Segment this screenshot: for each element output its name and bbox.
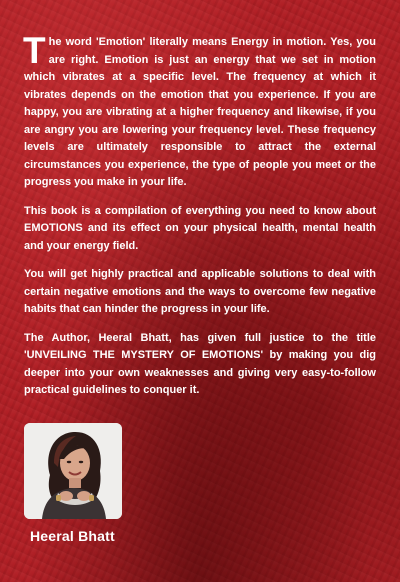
blurb-paragraph-1-text: he word 'Emotion' literally means Energy in motion. Yes, you are right. Emotion is just an energy that we set in motion which vibrates at a specific level. The frequency at which it vibrates depends on the emotion that you experience. If you are happy, you are vibrating at a higher frequency and likewise, if you are angry you are lowering your frequency level. These frequency levels are ultimately responsible to attract the external circumstances you experience, the type of people you meet or the progress you make in your life.: [24, 36, 376, 188]
back-cover-blurb: [23, 30, 376, 411]
blurb-paragraph-4: The Author, Heeral Bhatt, has given full justice to the title 'UNVEILING THE MYSTERY OF EMOTIONS' by making you dig deeper into your own weaknesses and giving very easy-to-follow practical guidelines to conquer it.: [24, 331, 376, 396]
blurb-paragraph-3: You will get highly practical and applicable solutions to deal with certain negative emotions and the ways to overcome few negative habits that can hinder the progress in your life.: [24, 268, 376, 315]
drop-cap-letter: T: [23, 30, 46, 71]
author-photo: [24, 423, 122, 519]
blurb-paragraph-2: This book is a compilation of everything you need to know about EMOTIONS and its effect on your physical health, mental health and your energy field.: [24, 204, 376, 252]
blurb-paragraph-1: [23, 30, 376, 192]
author-name: Heeral Bhatt: [30, 528, 115, 544]
